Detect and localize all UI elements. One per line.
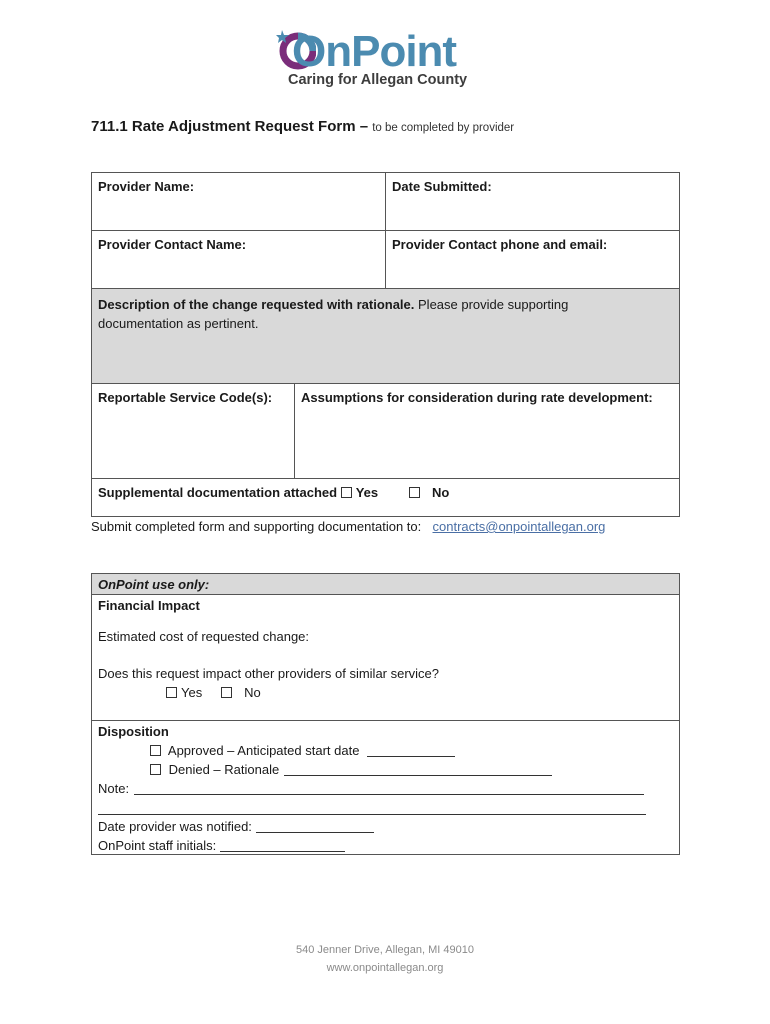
staff-initials-row [98, 838, 345, 853]
rationale-line[interactable] [284, 763, 552, 776]
logo-wordmark: OnPoint [292, 27, 457, 76]
denied-label: Denied – Rationale [168, 762, 280, 777]
supplemental-label: Supplemental documentation attached [98, 485, 338, 500]
supplemental-no-label: No [432, 485, 450, 500]
provider-phone-email-label: Provider Contact phone and email: [392, 237, 608, 252]
footer-website[interactable]: www.onpointallegan.org [326, 962, 444, 974]
service-codes-field[interactable] [92, 384, 294, 478]
provider-name-label: Provider Name: [98, 179, 195, 194]
description-label: Description of the change requested with rationale. [98, 297, 415, 312]
impact-question: Does this request impact other providers of similar service? [98, 666, 440, 681]
provider-contact-field[interactable] [92, 231, 385, 288]
assumptions-label: Assumptions for consideration during rate development: [301, 390, 653, 405]
service-codes-label: Reportable Service Code(s): [98, 390, 273, 405]
form-title-main: Rate Adjustment Request Form – [131, 118, 369, 135]
impact-no-checkbox[interactable] [221, 687, 232, 698]
provider-form-table [91, 172, 680, 517]
impact-yes-label: Yes [181, 685, 203, 700]
date-submitted-label: Date Submitted: [392, 179, 492, 194]
provider-phone-email-field[interactable] [386, 231, 679, 288]
submit-text: Submit completed form and supporting documentation to: [91, 519, 422, 534]
approved-checkbox[interactable] [150, 745, 161, 756]
financial-impact-heading: Financial Impact [98, 598, 200, 613]
description-text [92, 289, 652, 339]
denied-checkbox[interactable] [150, 764, 161, 775]
denied-row [150, 762, 552, 777]
contracts-email-link[interactable]: contracts@onpointallegan.org [432, 519, 606, 534]
date-notified-row [98, 819, 374, 834]
provider-contact-label: Provider Contact Name: [98, 237, 247, 252]
footer-address: 540 Jenner Drive, Allegan, MI 49010 [296, 944, 474, 956]
staff-initials-line[interactable] [220, 839, 345, 852]
supplemental-no-checkbox[interactable] [409, 487, 420, 498]
form-title [91, 118, 514, 135]
impact-options [166, 685, 261, 700]
onpoint-use-table [91, 573, 680, 855]
staff-initials-label: OnPoint staff initials: [98, 838, 217, 853]
approved-label: Approved – Anticipated start date [167, 743, 360, 758]
supplemental-yes-label: Yes [355, 485, 379, 500]
note-line-1[interactable] [134, 782, 644, 795]
form-number: 711.1 [91, 118, 128, 135]
note-line-2[interactable] [98, 814, 646, 815]
start-date-line[interactable] [367, 744, 455, 757]
disposition-heading: Disposition [98, 724, 169, 739]
estimated-cost-label: Estimated cost of requested change: [98, 629, 310, 644]
date-submitted-field[interactable] [386, 173, 679, 230]
logo-tagline: Caring for Allegan County [288, 72, 468, 88]
impact-yes-checkbox[interactable] [166, 687, 177, 698]
supplemental-yes-checkbox[interactable] [341, 487, 352, 498]
note-label: Note: [98, 781, 130, 796]
impact-no-label: No [244, 685, 261, 700]
supplemental-row [92, 479, 679, 517]
date-notified-line[interactable] [256, 820, 374, 833]
description-instructions: Please provide supporting documentation as pertinent. [98, 297, 569, 331]
provider-name-field[interactable] [92, 173, 385, 230]
approved-row [150, 743, 455, 758]
form-title-sub: to be completed by provider [372, 122, 515, 134]
assumptions-field[interactable] [295, 384, 679, 478]
note-row [98, 781, 644, 796]
date-notified-label: Date provider was notified: [98, 819, 252, 834]
onpoint-use-header: OnPoint use only: [98, 577, 210, 592]
submit-instructions [91, 519, 605, 534]
onpoint-logo [276, 26, 466, 92]
